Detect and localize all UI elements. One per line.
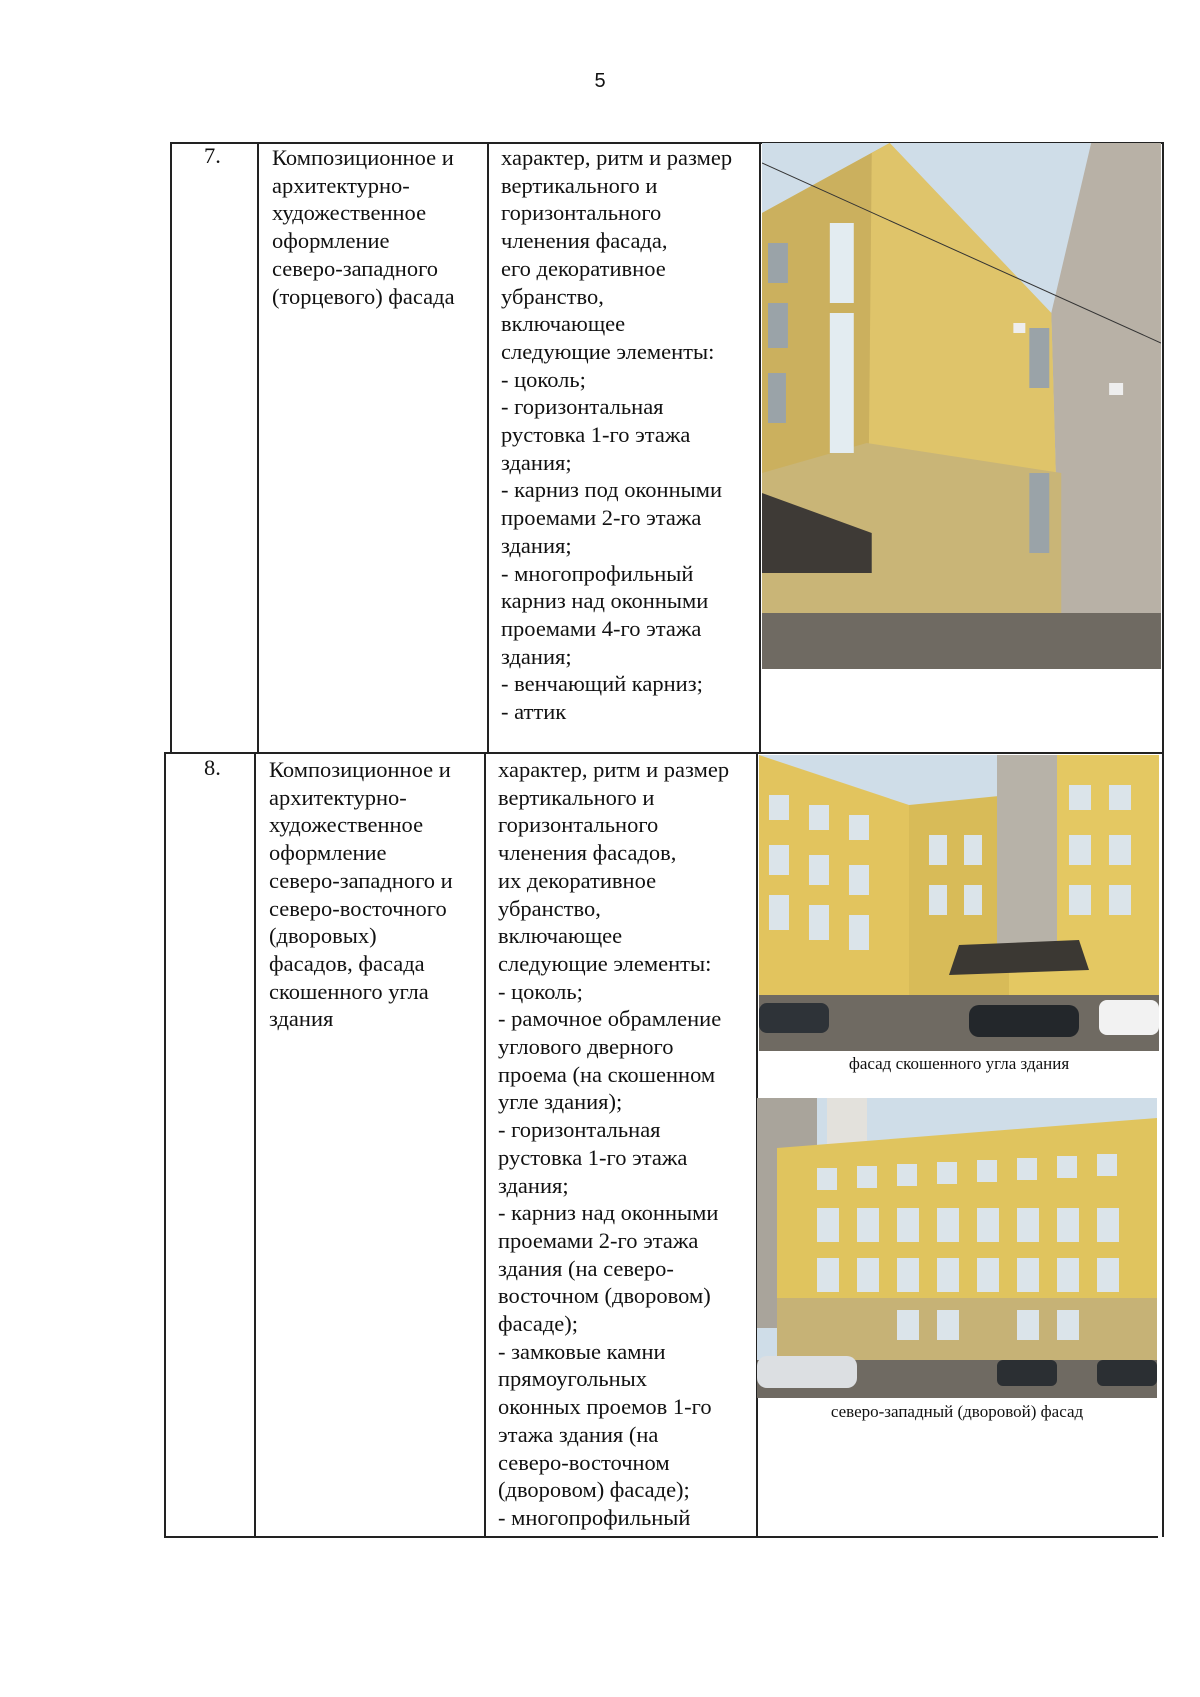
table-left-border [164, 752, 166, 1537]
photo-illustration [762, 143, 1161, 669]
column-divider [484, 752, 486, 1537]
photo-caption: фасад скошенного угла здания [848, 1054, 1070, 1073]
table-right-border [1162, 142, 1164, 1537]
element-name: Композиционное и архитектурно- художественное оформление северо-западного (торцевого) фасада [272, 145, 455, 309]
element-subject: характер, ритм и размер вертикального и горизонтального членения фасада, его декоративное убранство, включающее следующие элементы: - цоколь; - горизонтальная рустовка 1-го этажа здания; - карниз под оконными проемами 2-го этажа здания; - многопрофильный карниз над оконными проемами 4-го этажа здания; - венчающий карниз; - аттик [501, 145, 733, 725]
column-divider [487, 142, 489, 752]
row-number: 8. [204, 755, 221, 780]
photo-illustration [759, 755, 1159, 1051]
chamfered-corner-facade-photo [759, 755, 1159, 1051]
row-divider [166, 752, 1164, 754]
north-west-courtyard-facade-photo [757, 1098, 1157, 1398]
column-divider [257, 142, 259, 752]
element-subject: характер, ритм и размер вертикального и горизонтального членения фасадов, их декоративное убранство, включающее следующие элементы: - цоколь; - рамочное обрамление углового дверного проема (на скошенном угле здания); - горизонтальная рустовка 1-го этажа здания; - карниз над оконными проемами 2-го этажа здания (на северо- восточном (дворовом) фасаде); - замковые камни прямоугольных оконных проемов 1-го этажа здания (на северо-восточном (дворовом) фасаде); - многопрофильный [498, 757, 730, 1530]
photo-illustration [757, 1098, 1157, 1398]
column-divider [254, 752, 256, 1537]
column-divider [759, 142, 761, 752]
row-number: 7. [204, 143, 221, 168]
building-end-facade-photo [762, 143, 1161, 669]
element-name: Композиционное и архитектурно- художественное оформление северо-западного и северо-восточного (дворовых) фасадов, фасада скошенного угла здания [269, 757, 453, 1032]
photo-caption: северо-западный (дворовой) фасад [830, 1402, 1084, 1421]
table-bottom-border [164, 1536, 1158, 1538]
page-number: 5 [594, 70, 606, 92]
table-left-border [170, 142, 172, 752]
